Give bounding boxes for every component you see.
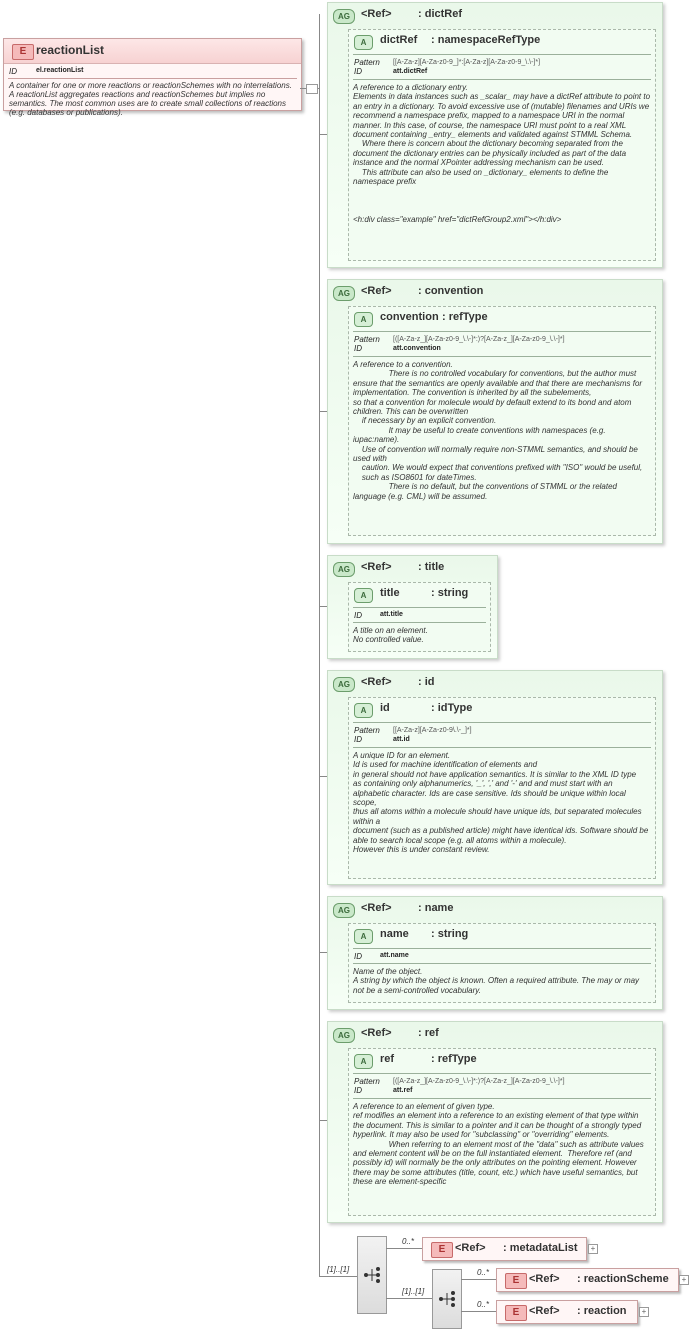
id-value: att.convention	[393, 345, 441, 352]
attribute-group-id[interactable]	[327, 670, 663, 885]
pattern-label: Pattern	[354, 335, 380, 344]
attribute-description: A reference to a dictionary entry. Elements in data instances such as _scalar_ may have a dictRef attribute to point to an entry in a dictionary. To avoid excessive use of (mutable) filenames and URIs we recommend a namespace prefix, mapped to a namespace URI in the normal manner. In this case, of course, the namespace URI must point to a real XML document containing _entry_ elements and validated against STMML Schema. Where there is concern about the dictionary becoming separated from the document the dictionary entries can be physically included as part of the data instance and the normal XPointer addressing mechanism can be used. This attribute can also be used on _dictionary_ elements to define the namespace prefix <h:div class="example" href="dictRefGroup2.xml"></h:div>	[353, 83, 651, 224]
attribute-name: name	[380, 928, 409, 940]
id-label: ID	[354, 67, 362, 76]
sequence-cardinality: [1]..[1]	[327, 1265, 350, 1274]
ref-label: <Ref>	[529, 1273, 560, 1285]
attribute-group-icon: AG	[333, 286, 355, 301]
divider	[353, 948, 651, 949]
element-icon: E	[505, 1273, 527, 1289]
element-icon: E	[431, 1242, 453, 1258]
pattern-label: Pattern	[354, 726, 380, 735]
element-ref-name: : metadataList	[503, 1242, 578, 1254]
attribute-box	[348, 306, 656, 536]
element-ref-metadataList[interactable]	[422, 1237, 587, 1261]
attribute-group-name[interactable]	[327, 896, 663, 1010]
connector-line	[319, 411, 327, 412]
connector-line	[319, 134, 327, 135]
element-id-value: el.reactionList	[36, 67, 84, 74]
attribute-description: Name of the object. A string by which the object is known. Often a required attribute. The may or may not be a semi-controlled vocabulary.	[353, 967, 640, 995]
reaction-cardinality: 0..*	[477, 1300, 490, 1309]
attribute-box	[348, 29, 656, 261]
divider	[353, 1073, 651, 1074]
divider	[353, 722, 651, 723]
divider	[353, 356, 651, 357]
attribute-description: A unique ID for an element. Id is used for machine identification of elements and in general should not have application semantics. It is similar to the XML ID type as containing only alphanumerics, '_', ',' and '-' and and must start with an alphabetic character. Ids are case sensitive. Ids should be unique within local scope, thus all atoms within a molecule should have unique ids, but separated molecules within a document (such as a published article) might have identical ids. Software should be able to search local scope (e.g. all atoms within a molecule). However this is under constant review.	[353, 751, 649, 855]
element-ref-reaction[interactable]	[496, 1300, 638, 1324]
element-description: A container for one or more reactions or reactionSchemes with no interrelations. A reactionList aggregates reactions and reactionSchemes but implies no semantics. The most common uses are to create small collections of reactions (e.g. databases or publications).	[9, 81, 292, 117]
divider	[353, 963, 651, 964]
attribute-group-icon: AG	[333, 9, 355, 24]
divider	[353, 622, 486, 623]
element-ref-name: : reaction	[577, 1305, 627, 1317]
attribute-group-convention[interactable]	[327, 279, 663, 544]
attribute-type: : string	[431, 928, 469, 940]
attribute-group-icon: AG	[333, 903, 355, 918]
pattern-label: Pattern	[354, 58, 380, 67]
divider	[353, 607, 486, 608]
attribute-icon: A	[354, 588, 373, 603]
connector-line	[319, 1120, 327, 1121]
attribute-group-title: <Ref> : dictRef	[361, 8, 462, 20]
expand-icon[interactable]: +	[588, 1244, 598, 1254]
inner-sequence-compositor[interactable]	[432, 1269, 462, 1329]
attribute-type: : refType	[442, 311, 488, 323]
pattern-value: [([A-Za-z_][A-Za-z0-9_\.\-]*:)?[A-Za-z_][A-Za-z0-9_\.\-]*]	[393, 336, 565, 343]
attribute-name: title	[380, 587, 400, 599]
attribute-icon: A	[354, 312, 373, 327]
attribute-type: : namespaceRefType	[431, 34, 541, 46]
pattern-label: Pattern	[354, 1077, 380, 1086]
attribute-name: convention	[380, 311, 439, 323]
connector-line	[319, 606, 327, 607]
pattern-value: [([A-Za-z_][A-Za-z0-9_\.\-]*:)?[A-Za-z_][A-Za-z0-9_\.\-]*]	[393, 1078, 565, 1085]
attribute-name: dictRef	[380, 34, 418, 46]
attribute-group-title-text: <Ref> : title	[361, 561, 445, 573]
attribute-icon: A	[354, 929, 373, 944]
id-label: ID	[354, 344, 362, 353]
attribute-type: : idType	[431, 702, 473, 714]
attribute-group-title[interactable]	[327, 555, 498, 659]
element-name: reactionList	[36, 43, 105, 57]
id-value: att.name	[380, 952, 409, 959]
attribute-type: : string	[431, 587, 469, 599]
attribute-group-icon: AG	[333, 677, 355, 692]
id-label: ID	[354, 952, 362, 961]
attribute-box	[348, 923, 656, 1003]
attribute-description: A reference to a convention. There is no controlled vocabulary for conventions, but the author must ensure that the semantics are openly available and that there are mechanisms for implementation. The convention is inherited by all the subelements, so that a convention for molecule would by default extend to its bond and atom children. This can be overwritten if necessary by an explicit convention. It may be useful to create conventions with namespaces (e.g. iupac:name). Use of convention will normally require non-STMML semantics, and should be used with caution. We would expect that conventions prefixed with "ISO" would be useful, such as ISO8601 for dateTimes. There is no default, but the conventions of STMML or the related language (e.g. CML) will be assumed.	[353, 360, 643, 501]
attribute-icon: A	[354, 1054, 373, 1069]
attribute-group-title: <Ref> : convention	[361, 285, 484, 297]
metadataList-cardinality: 0..*	[402, 1237, 415, 1246]
id-label: ID	[354, 1086, 362, 1095]
inner-sequence-cardinality: [1]..[1]	[402, 1287, 425, 1296]
attribute-icon: A	[354, 703, 373, 718]
attribute-group-icon: AG	[333, 1028, 355, 1043]
element-ref-name: : reactionScheme	[577, 1273, 669, 1285]
pattern-value: [[A-Za-z][A-Za-z0-9_]*:[A-Za-z][A-Za-z0-9_\.\-]*]	[393, 59, 541, 66]
attribute-group-title: <Ref> : id	[361, 676, 435, 688]
connector-line	[319, 1276, 357, 1277]
divider	[8, 78, 297, 79]
divider	[353, 1098, 651, 1099]
attribute-box	[348, 697, 656, 879]
attribute-group-ref[interactable]	[327, 1021, 663, 1223]
divider	[353, 54, 651, 55]
divider	[353, 79, 651, 80]
element-header	[4, 39, 301, 64]
ref-label: <Ref>	[529, 1305, 560, 1317]
ref-label: <Ref>	[455, 1242, 486, 1254]
connector-line	[461, 1311, 496, 1312]
attribute-type: : refType	[431, 1053, 477, 1065]
id-label: ID	[354, 735, 362, 744]
attribute-name: ref	[380, 1053, 395, 1065]
attribute-icon: A	[354, 35, 373, 50]
element-icon: E	[505, 1305, 527, 1321]
sequence-compositor[interactable]	[357, 1236, 387, 1314]
sequence-icon	[358, 1237, 386, 1313]
id-value: att.ref	[393, 1087, 413, 1094]
attribute-group-title: <Ref> : name	[361, 902, 454, 914]
attribute-description: A title on an element. No controlled value.	[353, 626, 428, 645]
attribute-box	[348, 1048, 656, 1216]
attribute-group-dictRef[interactable]	[327, 2, 663, 268]
element-box-reactionList[interactable]	[3, 38, 302, 117]
pattern-value: [[A-Za-z][A-Za-z0-9\.\-_]*]	[393, 727, 472, 734]
id-value: att.title	[380, 611, 403, 618]
id-value: att.id	[393, 736, 410, 743]
connector-line	[386, 1248, 422, 1249]
divider	[353, 331, 651, 332]
expand-icon[interactable]: +	[639, 1307, 649, 1317]
attribute-name: id	[380, 702, 390, 714]
element-icon: E	[12, 44, 34, 60]
element-ref-reactionScheme[interactable]	[496, 1268, 679, 1292]
element-id-label: ID	[9, 67, 17, 76]
attribute-description: A reference to an element of given type. ref modifies an element into a reference to an existing element of that type within the document. This is similar to a pointer and it can be thought of a strongly typed hyperlink. It may also be used for "subclassing" or "overriding" elements. When referring to an element most of the "data" such as attribute values and element content will be on the full instantiated element. Therefore ref (and possibly id) will normally be the only attributes on the pointing element. However there may be some attributes (title, count, etc.) which have useful semantics, but these are element-specific	[353, 1102, 644, 1187]
spine-line	[319, 14, 320, 1276]
attribute-group-title: <Ref> : ref	[361, 1027, 439, 1039]
connector-node	[306, 84, 318, 94]
connector-line	[319, 776, 327, 777]
expand-icon[interactable]: +	[679, 1275, 689, 1285]
attribute-box	[348, 582, 491, 652]
id-value: att.dictRef	[393, 68, 428, 75]
sequence-icon	[433, 1270, 461, 1328]
reactionScheme-cardinality: 0..*	[477, 1268, 490, 1277]
connector-line	[386, 1298, 432, 1299]
id-label: ID	[354, 611, 362, 620]
attribute-group-icon: AG	[333, 562, 355, 577]
connector-line	[461, 1279, 496, 1280]
connector-line	[319, 952, 327, 953]
divider	[353, 747, 651, 748]
